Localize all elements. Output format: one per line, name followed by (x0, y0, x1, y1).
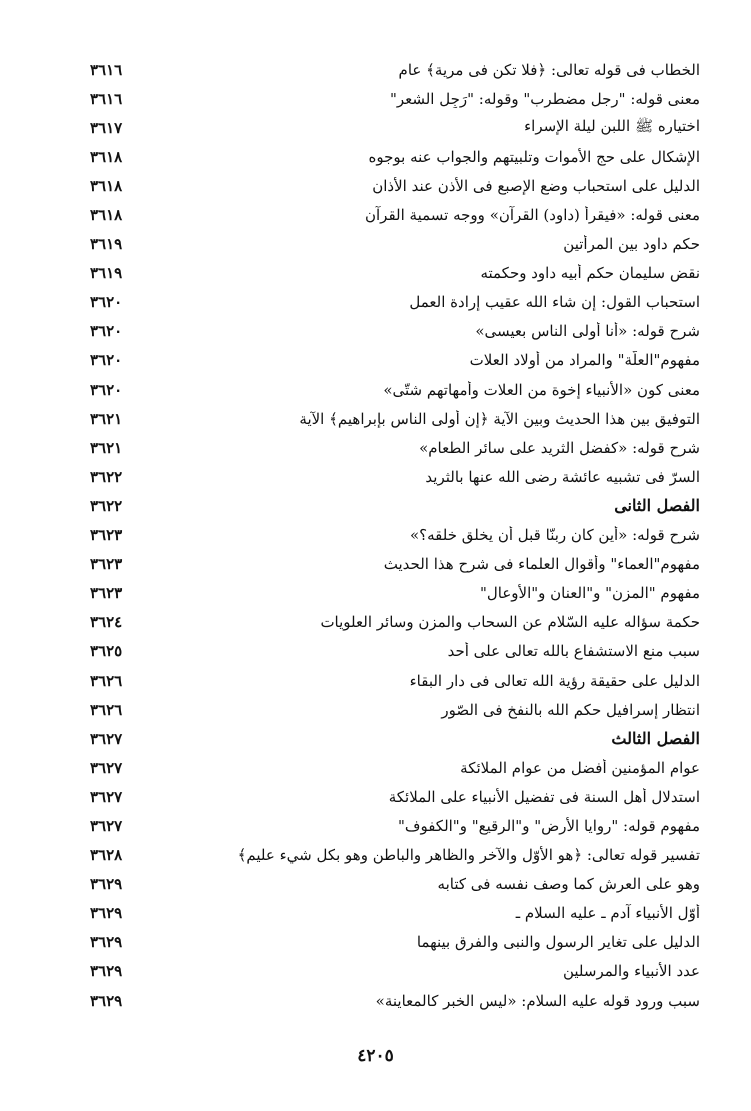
toc-page-number: ٣٦٢٧ (90, 758, 123, 777)
toc-entry-title: حكم داود بين المرأتين (563, 235, 700, 254)
toc-entry-title: مفهوم قوله: "روايا الأرض" و"الرقيع" و"الكفوف" (398, 816, 700, 835)
section-heading: الفصل الثالث (611, 729, 700, 749)
toc-page-number: ٣٦٢٩ (90, 991, 123, 1010)
toc-page-number: ٣٦٢٣ (90, 526, 123, 545)
toc-entry-title: شرح قوله: «أين كان ربنّا قبل أن يخلق خلقه؟» (409, 526, 700, 545)
toc-entry (90, 113, 700, 142)
toc-entry (90, 55, 700, 84)
toc-page-number: ٣٦٢٠ (90, 351, 123, 370)
section-heading-row (90, 724, 700, 753)
toc-page-number: ٣٦٢٧ (90, 787, 123, 806)
toc-entry-title: نقض سليمان حكم أبيه داود وحكمته (480, 264, 700, 283)
toc-page-number: ٣٦٢٣ (90, 584, 123, 603)
toc-page-number: ٣٦٢٠ (90, 322, 123, 341)
toc-entry-title: مفهوم"العماء" وأقوال العلماء فى شرح هذا الحديث (383, 555, 700, 574)
toc-entry (90, 462, 700, 491)
toc-entry-title: سبب منع الاستشفاع بالله تعالى على أحد (447, 642, 700, 661)
toc-page-number: ٣٦٢٠ (90, 293, 123, 312)
section-heading-row (90, 491, 700, 520)
toc-entry-title: استدلال أهل السنة فى تفضيل الأنبياء على الملائكة (388, 787, 700, 806)
toc-entry-title: معنى كون «الأنبياء إخوة من العلات وأمهاتهم شتّى» (383, 380, 700, 399)
toc-page-number: ٣٦٢٦ (90, 671, 123, 690)
toc-page-number: ٣٦٢٩ (90, 904, 123, 923)
toc-entry (90, 288, 700, 317)
toc-entry (90, 579, 700, 608)
toc-entry-title: الإشكال على حج الأموات وتلبيتهم والجواب عنه بوجوه (368, 147, 700, 166)
toc-entry (90, 986, 700, 1015)
toc-entry (90, 870, 700, 899)
toc-entry-title: عدد الأنبياء والمرسلين (562, 962, 700, 981)
toc-entry (90, 230, 700, 259)
toc-entry-title: حكمة سؤاله عليه السّلام عن السحاب والمزن وسائر العلويات (320, 613, 700, 632)
toc-page-number: ٣٦٢٩ (90, 933, 123, 952)
toc-page-number: ٣٦١٧ (90, 118, 123, 137)
toc-entry-title: الخطاب فى قوله تعالى: ﴿فلا تكن فى مرية﴾ عام (398, 60, 700, 79)
toc-entry (90, 928, 700, 957)
toc-entry (90, 521, 700, 550)
toc-entry-title: أوّل الأنبياء آدم ـ عليه السلام ـ (515, 904, 700, 923)
toc-entry-title: اختياره ﷺ اللبن ليلة الإسراء (524, 116, 700, 135)
page-number: ٤٢٠٥ (357, 1046, 394, 1066)
toc-entry (90, 200, 700, 229)
toc-entry (90, 841, 700, 870)
toc-entry (90, 957, 700, 986)
toc-page-number: ٣٦٢٦ (90, 700, 123, 719)
toc-page-number: ٣٦١٨ (90, 176, 123, 195)
toc-entry-title: شرح قوله: «كفضل الثريد على سائر الطعام» (419, 438, 700, 457)
toc-page-number: ٣٦٢٧ (90, 729, 123, 748)
toc-page-number: ٣٦٢٤ (90, 613, 123, 632)
toc-page-number: ٣٦١٦ (90, 60, 123, 79)
toc-entry-title: انتظار إسرافيل حكم الله بالنفخ فى الصّور (441, 700, 700, 719)
toc-entry (90, 753, 700, 782)
toc-entry (90, 811, 700, 840)
toc-entry (90, 259, 700, 288)
toc-page-number: ٣٦١٦ (90, 89, 123, 108)
toc-entry (90, 899, 700, 928)
toc-entry-title: شرح قوله: «أنا أولى الناس بعيسى» (475, 322, 700, 341)
toc-entry-title: عوام المؤمنين أفضل من عوام الملائكة (460, 758, 700, 777)
toc-entry (90, 317, 700, 346)
toc-entry-title: معنى قوله: "رجل مضطرب" وقوله: "رَجِل الشعر" (389, 89, 700, 108)
toc-entry (90, 375, 700, 404)
toc-entry-title: مفهوم"العلّة" والمراد من أولاد العلات (469, 351, 700, 370)
toc-page-number: ٣٦٢٠ (90, 380, 123, 399)
toc-entry (90, 346, 700, 375)
toc-entry-title: سبب ورود قوله عليه السلام: «ليس الخبر كالمعاينة» (375, 991, 700, 1010)
toc-entry (90, 404, 700, 433)
toc-entry-title: التوفيق بين هذا الحديث وبين الآية ﴿إن أولى الناس بإبراهيم﴾ الآية (299, 409, 700, 428)
toc-entry-title: تفسير قوله تعالى: ﴿هو الأوّل والآخر والظاهر والباطن وهو بكل شيء عليم﴾ (237, 846, 700, 865)
toc-entry (90, 433, 700, 462)
toc-page-number: ٣٦٢٣ (90, 555, 123, 574)
toc-page-number: ٣٦٢١ (90, 409, 123, 428)
toc-entry (90, 608, 700, 637)
toc-page-number: ٣٦٢٢ (90, 467, 123, 486)
toc-entry (90, 142, 700, 171)
toc-entry (90, 782, 700, 811)
toc-entry-title: مفهوم "المزن" و"العنان و"الأوعال" (479, 584, 700, 603)
toc-page-number: ٣٦٢١ (90, 438, 123, 457)
toc-entry-title: الدليل على تغاير الرسول والنبى والفرق بينهما (416, 933, 700, 952)
toc-page-number: ٣٦٢٩ (90, 875, 123, 894)
toc-entry-title: الدليل على استحباب وضع الإصبع فى الأذن عند الأذان (372, 176, 700, 195)
toc-page-number: ٣٦٢٨ (90, 846, 123, 865)
toc-entry-title: استحباب القول: إن شاء الله عقيب إرادة العمل (409, 293, 700, 312)
toc-entry (90, 666, 700, 695)
section-heading: الفصل الثانى (614, 496, 700, 516)
toc-entry-title: الدليل على حقيقة رؤية الله تعالى فى دار البقاء (409, 671, 700, 690)
toc-page-number: ٣٦١٩ (90, 235, 123, 254)
toc-page-number: ٣٦١٩ (90, 264, 123, 283)
toc-page-number: ٣٦٢٥ (90, 642, 123, 661)
toc-entry (90, 171, 700, 200)
toc-entry (90, 550, 700, 579)
toc-entry-title: وهو على العرش كما وصف نفسه فى كتابه (437, 875, 700, 894)
toc-entry (90, 637, 700, 666)
toc-entry (90, 84, 700, 113)
toc-page-number: ٣٦١٨ (90, 147, 123, 166)
toc-entry-title: السرّ فى تشبيه عائشة رضى الله عنها بالثريد (425, 467, 700, 486)
toc-page-number: ٣٦٢٢ (90, 496, 123, 515)
toc-page-number: ٣٦٢٩ (90, 962, 123, 981)
toc-page-number: ٣٦١٨ (90, 206, 123, 225)
toc-entry-title: معنى قوله: «فيقرأ (داود) القرآن» ووجه تسمية القرآن (365, 206, 700, 225)
table-of-contents (90, 55, 700, 1015)
toc-page-number: ٣٦٢٧ (90, 816, 123, 835)
toc-entry (90, 695, 700, 724)
